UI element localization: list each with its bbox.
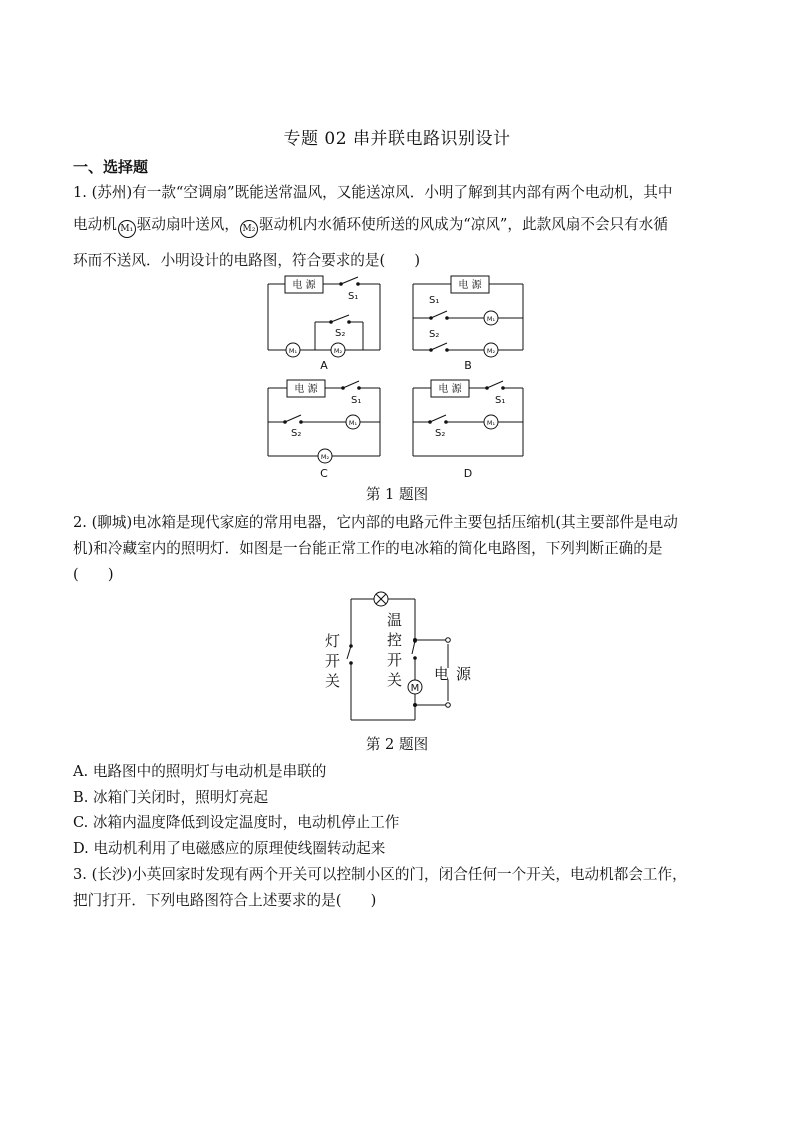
q1-caption: 第 1 题图 [365, 486, 429, 503]
q1-line-1: 1. (苏州)有一款“空调扇”既能送常温风，又能送凉风．小明了解到其内部有两个电动机，其中 [73, 184, 673, 201]
a-power-label: 电 源 [292, 280, 316, 291]
lamp-switch-char-3: 关 [325, 672, 341, 690]
lamp-switch-char-2: 开 [325, 652, 341, 670]
q3-line-1: 3. (长沙)小英回家时发现有两个开关可以控制小区的门，闭合任何一个开关，电动机都会工作， [73, 866, 687, 883]
temp-switch-char-3: 开 [387, 651, 403, 669]
c-m2-label: M₂ [320, 453, 330, 461]
a-m2-label: M₂ [333, 347, 343, 355]
label-c: C [320, 467, 328, 480]
q3-line-2: 把门打开．下列电路图符合上述要求的是( ) [73, 892, 377, 909]
b-m1-label: M₁ [486, 315, 496, 323]
circuit-d [413, 380, 523, 456]
label-b: B [464, 359, 472, 372]
a-s1-label: S₁ [348, 291, 359, 302]
q2-option-c: C. 冰箱内温度降低到设定温度时，电动机停止工作 [73, 814, 400, 831]
d-s2-label: S₂ [435, 428, 446, 439]
temp-switch-char-1: 温 [387, 611, 403, 629]
q1-line-2b: 驱动扇叶送风， [136, 216, 239, 233]
q1-line-2c: 驱动机内水循环使所送的风成为“凉风”，此款风扇不会只有水循 [258, 216, 668, 233]
motor-m1-symbol: M₁ [118, 220, 136, 238]
q1-circuit-figure [255, 272, 545, 482]
q2-option-b: B. 冰箱门关闭时，照明灯亮起 [73, 789, 269, 806]
temp-switch-char-2: 控 [387, 631, 403, 649]
d-s1-label: S₁ [495, 395, 506, 406]
section-heading: 一、选择题 [73, 158, 149, 176]
q2-caption: 第 2 题图 [365, 736, 429, 753]
q2-circuit-figure [318, 586, 478, 726]
refrigerator-motor-label: M [410, 683, 420, 694]
label-d: D [463, 467, 473, 480]
c-power-label: 电 源 [294, 384, 318, 395]
d-m1-label: M₁ [486, 419, 496, 427]
b-power-label: 电 源 [458, 280, 482, 291]
page-title: 专题 02 串并联电路识别设计 [283, 129, 511, 149]
a-s2-label: S₂ [335, 328, 346, 339]
d-power-label: 电 源 [438, 384, 462, 395]
temp-switch-char-4: 关 [387, 671, 403, 689]
motor-m2-symbol: M₂ [240, 220, 258, 238]
label-a: A [320, 359, 328, 372]
circuit-a [268, 276, 380, 357]
b-s1-label: S₁ [429, 295, 440, 306]
q2-line-2: 机)和冷藏室内的照明灯．如图是一台能正常工作的电冰箱的简化电路图，下列判断正确的是 [73, 540, 663, 557]
q1-line-2a: 电动机 [73, 216, 117, 233]
q2-power-char-1: 电 [434, 665, 450, 683]
q2-option-a: A. 电路图中的照明灯与电动机是串联的 [73, 763, 327, 780]
lamp-switch-char-1: 灯 [325, 632, 341, 650]
q1-line-2 [73, 213, 668, 238]
q2-power-char-2: 源 [456, 665, 472, 683]
q1-line-3: 环而不送风．小明设计的电路图，符合要求的是( ) [73, 252, 421, 269]
q2-line-3: ( ) [73, 566, 114, 583]
circuit-c [268, 380, 380, 463]
b-m2-label: M₂ [486, 347, 496, 355]
c-m1-label: M₁ [348, 419, 358, 427]
b-s2-label: S₂ [429, 329, 440, 340]
c-s1-label: S₁ [351, 395, 362, 406]
q2-option-d: D. 电动机利用了电磁感应的原理使线圈转动起来 [73, 840, 386, 857]
q2-line-1: 2. (聊城)电冰箱是现代家庭的常用电器，它内部的电路元件主要包括压缩机(其主要部件是电动 [73, 514, 678, 531]
c-s2-label: S₂ [291, 428, 302, 439]
a-m1-label: M₁ [288, 347, 298, 355]
